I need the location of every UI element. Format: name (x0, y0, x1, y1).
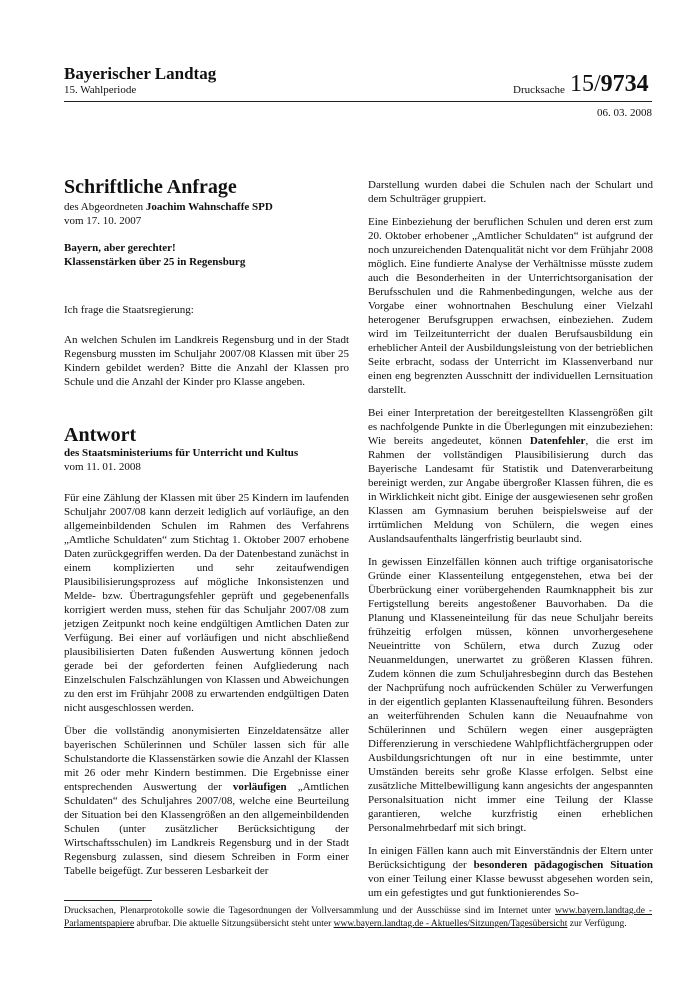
p2-bold: vorläufigen (232, 781, 287, 793)
footnote-rule (64, 900, 152, 901)
p2-part-b: „Amtlichen Schuldaten“ des Schuljahres 2007/08, welche eine Beurteilung der Situation bei den Klassengrößen an den allgemeinbildenden Schulen (unter zusätzlicher Berücksichtigung der Wirtschaftsschulen) im Landkreis Regensburg und in der Stadt Regensburg zulassen, sind diesem Schreiben in Form einer Tabelle beigefügt. Zur besseren Lesbarkeit der (64, 781, 350, 877)
author-prefix: des Abgeordneten (64, 201, 144, 213)
footnote-link-tagesuebersicht[interactable]: www.bayern.landtag.de - Aktuelles/Sitzungen/Tagesübersicht (333, 919, 568, 929)
subject-line-2: Klassenstärken über 25 in Regensburg (64, 256, 246, 268)
right-column (368, 178, 653, 909)
antwort-paragraph-1: Für eine Zählung der Klassen mit über 25 Kindern im laufenden Schuljahr 2007/08 kann derzeit lediglich auf vorläufige, an den allgemeinbildenden Schulen im Rahmen des Verfahrens „Amtliche Schuldaten“ zum Stichtag 1. Oktober 2007 erhobene Daten zurückgegriffen werden. Da der Datenbestand zunächst in einem komplizierten und sehr zeitaufwendigen Plausibilisierungsprozess auf mögliche Inkonsistenzen und Melde- bzw. Übertragungsfehler geprüft und gegebenenfalls korrigiert werden muss, stehen für das Schuljahr 2007/08 zum jetzigen Zeitpunkt noch keine endgültigen Amtlichen Daten zur Verfügung. Bei einer auf vorläufigen und nicht abschließend plausibilisierten Daten fußenden Auswertung können jedoch gerade bei der geforderten feinen Aufgliederung nach Einzelschulen Falschzählungen von Klassen und Abweichungen zu den erst im Frühjahr 2008 zu erwartenden endgültigen Daten nicht ausgeschlossen werden. (64, 492, 349, 714)
p4-part-a: Bei einer Interpretation der bereitgestellten Klassengrößen gilt es nachfolgende Punkte in die Überlegungen mit einzubeziehen: Wie bereits angedeutet, können (368, 407, 653, 447)
footnote-link-parlamentspapiere[interactable]: www.bayern.landtag.de - Parlamentspapiere (64, 906, 653, 929)
document-date: 06. 03. 2008 (597, 107, 652, 119)
antwort-paragraph-2 (64, 724, 349, 878)
antwort-ministry: des Staatsministeriums für Unterricht und Kultus (64, 447, 299, 459)
drucksache-number-main: 9734 (600, 71, 649, 97)
p6-part-a: In einigen Fällen kann auch mit Einverständnis der Eltern unter Berücksichtigung der (368, 845, 653, 871)
footnote-text-1: Drucksachen, Plenarprotokolle sowie die Tagesordnungen der Vollversammlung und der Ausschüsse sind im Internet unter (64, 906, 552, 916)
anfrage-intro: Ich frage die Staatsregierung: (64, 304, 194, 316)
p4-bold: Datenfehler (529, 435, 586, 447)
left-column (64, 176, 349, 887)
header-rule (64, 101, 652, 102)
p2-part-a: Über die vollständig anonymisierten Einzeldatensätze aller bayerischen Schülerinnen und Schüler lassen sich für alle Schulstandorte die Klassenstärken sowie die Anzahl der Klassen mit 26 oder mehr Kindern bestimmen. Die Ergebnisse einer entsprechenden Auswertung der (64, 725, 349, 793)
footnote (64, 905, 652, 931)
anfrage-subject (64, 241, 349, 269)
footnote-text-3: zur Verfügung. (569, 919, 627, 929)
anfrage-title: Schriftliche Anfrage (64, 176, 237, 198)
p6-part-b: von einer Teilung einer Klasse bewusst abgesehen worden sein, um ein gefestigtes und gut funktionierendes So- (368, 873, 653, 899)
antwort-paragraph-5: In gewissen Einzelfällen können auch triftige organisatorische Gründe einer Klassenteilung entgegenstehen, etwa bei der Überbrückung einer vorübergehenden Raumknappheit bis zur Fertigstellung bereits angestoßener Bauvorhaben. Da die Planung und Klasseneinteilung für das neue Schuljahr bereits frühzeitig erfolgen müssen, können unvorhergesehene Neueintritte von Schülern, etwa durch Zuzug oder Neuanmeldungen, unerwartet zu größeren Klassen führen. Zudem können die zum Schuljahresbeginn durch das Bestehen der Nachprüfung noch aufrückenden Schüler zu Verwerfungen in der eigentlich geplanten Klassenaufteilung führen. Besonders an weiterführenden Schulen kann die Neuaufnahme von Schülerinnen und Schülern wegen einer ausgeprägten Differenzierung in verschiedene Wahlpflichtfächergruppen oder Ausbildungsrichtungen oft nur in eine bestimmte, unter Umständen bereits sehr große Klasse erfolgen. Selbst eine zusätzliche Mittelbewilligung kann angesichts der angespannten Personalsituation nicht immer eine Teilung der Klasse garantieren, welche kurzfristig einen erheblichen Personalmehrbedarf mit sich bringt. (368, 556, 653, 834)
antwort-paragraph-6 (368, 844, 653, 900)
author-name: Joachim Wahnschaffe SPD (145, 201, 273, 213)
subject-line-1: Bayern, aber gerechter! (64, 242, 176, 254)
drucksache-number (570, 72, 649, 96)
antwort-date: vom 11. 01. 2008 (64, 461, 141, 473)
organization-name: Bayerischer Landtag (64, 64, 217, 83)
p4-part-b: , die erst im Rahmen der vollständigen Plausibilisierung durch das Bayerische Landesamt für Statistik und Datenverarbeitung bereinigt werden, zur Angabe übergroßer Klassen führen, die es in Wirklichkeit nicht gibt. Einige der ausgewiesenen sehr großen Klassen am Gymnasium beruhen beispielsweise auf der irrtümlichen Meldung von Schülern, die wegen eines Auslandsaufenthalts längerfristig beurlaubt sind. (368, 435, 654, 545)
anfrage-question: An welchen Schulen im Landkreis Regensburg und in der Stadt Regensburg mussten im Schuljahr 2007/08 Klassen mit über 25 Kindern gebildet werden? Bitte die Anzahl der Klassen pro Schule und die Anzahl der Kinder pro Klasse angeben. (64, 334, 349, 388)
anfrage-meta (64, 200, 349, 228)
antwort-paragraph-4 (368, 406, 653, 546)
p6-bold: besonderen pädagogischen Situation (473, 859, 654, 871)
drucksache-number-prefix: 15/ (570, 71, 601, 97)
antwort-title: Antwort (64, 424, 137, 446)
drucksache-label: Drucksache (513, 84, 565, 96)
anfrage-author-line (64, 200, 349, 214)
antwort-paragraph-3: Eine Einbeziehung der beruflichen Schulen und deren erst zum 20. Oktober erhobener „Amtlicher Schuldaten“ ist aufgrund der noch unzureichenden Datenqualität nicht vor dem Frühjahr 2008 möglich. Eine fundierte Analyse der Verhältnisse müsste zudem auch die Besonderheiten in der Unterrichtsorganisation der Berufsschulen und die Rahmenbedingungen, welche aus der Vorgabe einer wohnortnahen Beschulung einer Vielzahl heterogener Berufsgruppen erwachsen, einbeziehen. Zudem wird im Teilzeitunterricht der dualen Berufsausbildung ein erheblicher Anteil der Ausbildungsleistung von der betrieblichen Seite erbracht, sodass der Unterricht im Klassenverband nur einen eng begrenzten Ausschnitt der individuellen Lernsituation darstellt. (368, 216, 653, 396)
anfrage-date: vom 17. 10. 2007 (64, 215, 142, 227)
wahlperiode: 15. Wahlperiode (64, 84, 137, 96)
footnote-text-2: abrufbar. Die aktuelle Sitzungsübersicht steht unter (136, 919, 332, 929)
antwort-paragraph-2-continued: Darstellung wurden dabei die Schulen nach der Schulart und dem Schulträger gruppiert. (368, 179, 653, 205)
antwort-meta (64, 446, 349, 474)
